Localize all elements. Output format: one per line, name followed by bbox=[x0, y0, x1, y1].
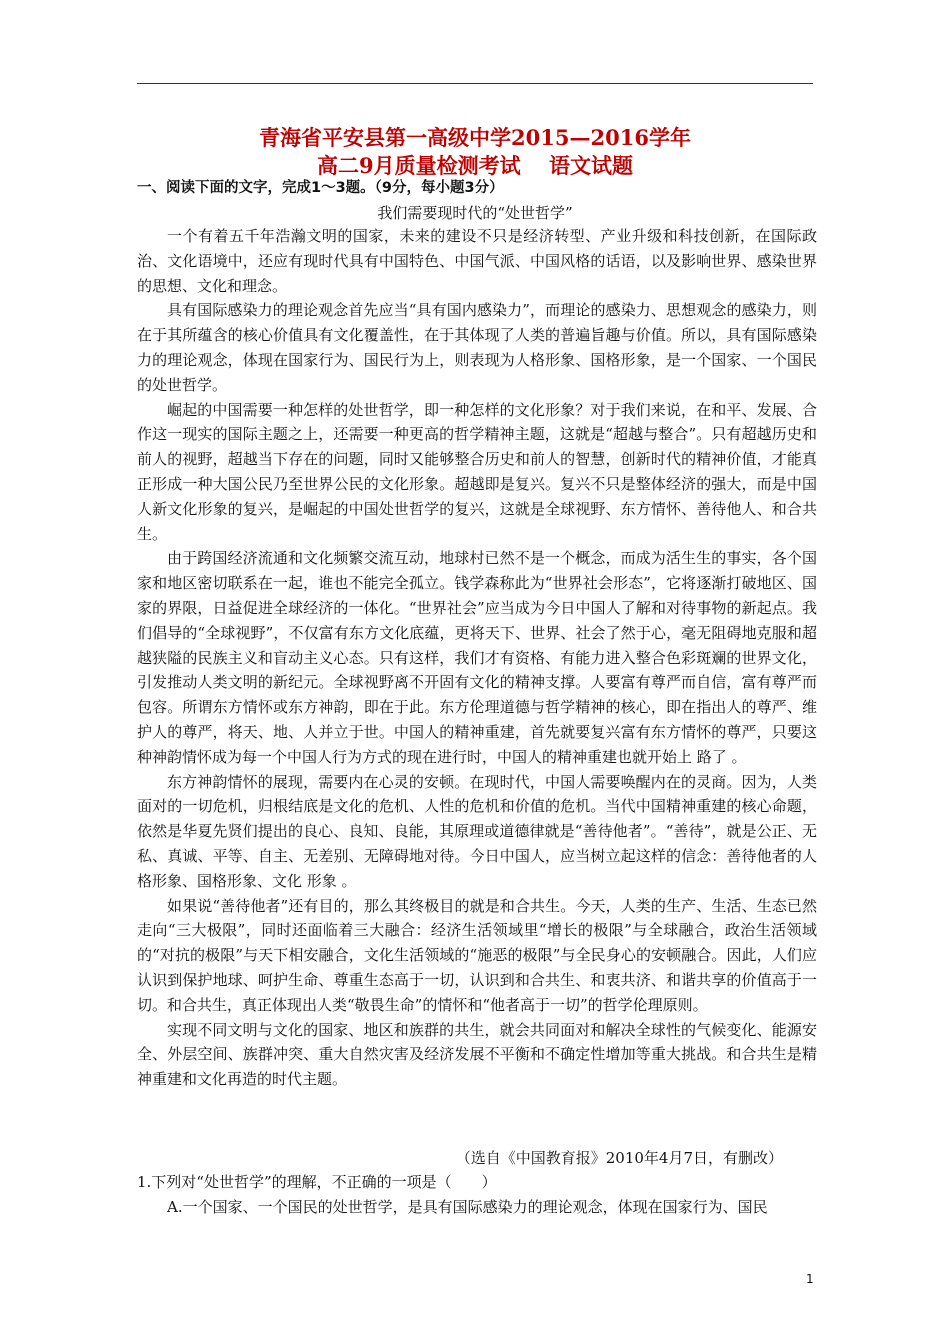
question-1: 1.下列对“处世哲学”的理解，不正确的一项是（ ） bbox=[137, 1173, 497, 1191]
exam-title-line2: 高二9月质量检测考试 语文试题 bbox=[317, 153, 633, 178]
exam-title-line1: 青海省平安县第一高级中学2015—2016学年 bbox=[259, 125, 691, 150]
article-paragraph: 由于跨国经济流通和文化频繁交流互动，地球村已然不是一个概念，而成为活生生的事实，各个国家和地区密切联系在一起，谁也不能完全孤立。钱学森称此为“世界社会形态”，它将逐渐打破地区、国家的界限，日益促进全球经济的一体化。“世界社会”应当成为今日中国人了解和对待事物的新起点。我们倡导的“全球视野”，不仅富有东方文化底蕴，更将天下、世界、社会了然于心，毫无阻碍地克服和超越狭隘的民族主义和盲动主义心态。只有这样，我们才有资格、有能力进入整合色彩斑斓的世界文化，引发推动人类文明的新纪元。全球视野离不开固有文化的精神支撑。人要富有尊严而自信，富有尊严而包容。所谓东方情怀或东方神韵，即在于此。东方伦理道德与哲学精神的核心，即在指出人的尊严、维护人的尊严，将天、地、人并立于世。中国人的精神重建，首先就要复兴富有东方情怀的尊严，只要这种神韵情怀成为每一个中国人行为方式的现在进行时，中国人的精神重建也就开始上 路了 。 bbox=[137, 549, 817, 766]
article-paragraph: 崛起的中国需要一种怎样的处世哲学，即一种怎样的文化形象？对于我们来说，在和平、发展、合作这一现实的国际主题之上，还需要一种更高的哲学精神主题，这就是“超越与整合”。只有超越历史和前人的视野，超越当下存在的问题，同时又能够整合历史和前人的智慧，创新时代的精神价值，才能真正形成一种大国公民乃至世界公民的文化形象。超越即是复兴。复兴不只是整体经济的强大，而是中国人新文化形象的复兴，是崛起的中国处世哲学的复兴，这就是全球视野、东方情怀、善待他人、和合共生。 bbox=[137, 400, 817, 543]
article-paragraph: 一个有着五千年浩瀚文明的国家，未来的建设不只是经济转型、产业升级和科技创新，在国际政治、文化语境中，还应有现时代具有中国特色、中国气派、中国风格的话语，以及影响世界、感染世界的思想、文化和理念。 bbox=[137, 227, 817, 295]
article-source: （选自《中国教育报》2010年4月7日，有删改） bbox=[455, 1149, 783, 1167]
article-body bbox=[137, 224, 817, 1092]
article-paragraph: 东方神韵情怀的展现，需要内在心灵的安顿。在现时代，中国人需要唤醒内在的灵商。因为，人类面对的一切危机，归根结底是文化的危机、人性的危机和价值的危机。当代中国精神重建的核心命题，依然是华夏先贤们提出的良心、良知、良能，其原理或道德律就是“善待他者”。“善待”，就是公正、无私、真诚、平等、自主、无差别、无障碍地对待。今日中国人，应当树立起这样的信念：善待他者的人格形象、国格形象、文化 形象 。 bbox=[137, 772, 817, 890]
page-number: 1 bbox=[806, 1272, 814, 1286]
article-title: 我们需要现时代的“处世哲学” bbox=[377, 204, 573, 222]
article-paragraph: 实现不同文明与文化的国家、地区和族群的共生，就会共同面对和解决全球性的气候变化、能源安全、外层空间、族群冲突、重大自然灾害及经济发展不平衡和不确定性增加等重大挑战。和合共生是精神重建和文化再造的时代主题。 bbox=[137, 1020, 817, 1089]
header-rule bbox=[137, 83, 813, 84]
article-paragraph: 具有国际感染力的理论观念首先应当“具有国内感染力”，而理论的感染力、思想观念的感染力，则在于其所蕴含的核心价值具有文化覆盖性，在于其体现了人类的普遍旨趣与价值。所以，具有国际感染力的理论观念，体现在国家行为、国民行为上，则表现为人格形象、国格形象，是一个国家、一个国民的处世哲学。 bbox=[137, 301, 817, 394]
question-1-option-a: A.一个国家、一个国民的处世哲学，是具有国际感染力的理论观念，体现在国家行为、国民 bbox=[167, 1198, 768, 1216]
section-heading: 一、阅读下面的文字，完成1～3题。（9分，每小题3分） bbox=[137, 180, 504, 196]
article-paragraph: 如果说“善待他者”还有目的，那么其终极目的就是和合共生。今天，人类的生产、生活、生态已然走向“三大极限”，同时还面临着三大融合：经济生活领域里“增长的极限”与全球融合，政治生活领域的“对抗的极限”与天下相安融合，文化生活领域的“施恶的极限”与全民身心的安顿融合。因此，人们应认识到保护地球、呵护生命、尊重生态高于一切，认识到和合共生、和衷共济、和谐共享的价值高于一切。和合共生，真正体现出人类“敬畏生命”的情怀和“他者高于一切”的哲学伦理原则。 bbox=[137, 896, 817, 1014]
